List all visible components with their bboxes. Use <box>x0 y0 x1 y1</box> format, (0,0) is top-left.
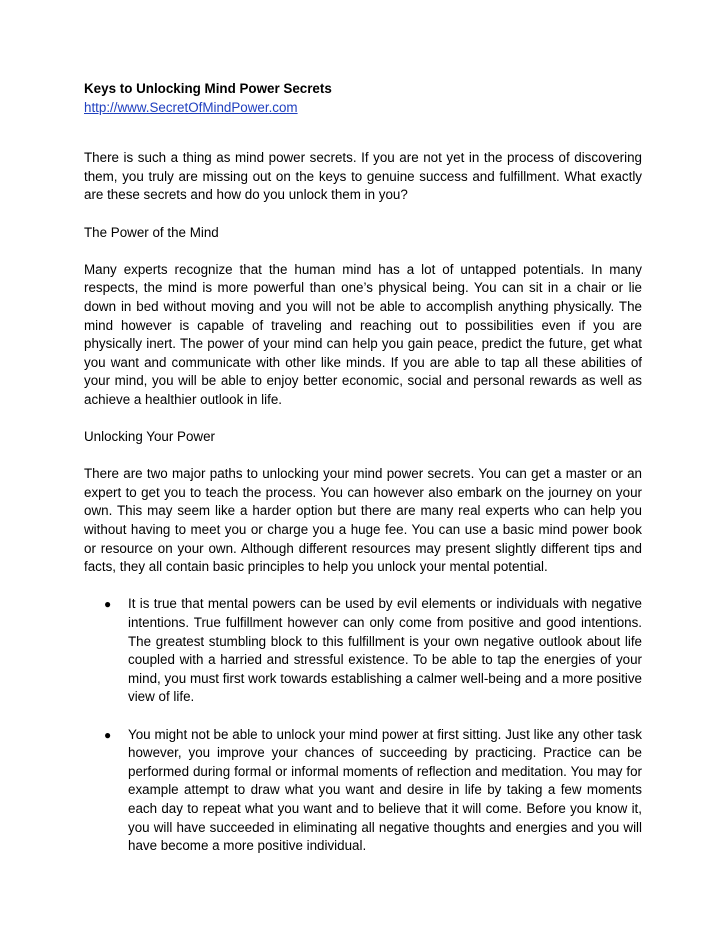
website-link[interactable]: http://www.SecretOfMindPower.com <box>84 99 298 115</box>
bullet-item <box>84 595 642 707</box>
bullet-dot-icon: ● <box>104 597 112 612</box>
bullet-dot-icon: ● <box>104 727 112 742</box>
document-title: Keys to Unlocking Mind Power Secrets <box>84 81 332 96</box>
bullet-text: You might not be able to unlock your mind power at first sitting. Just like any other task however, you improve your chances of succeeding by practicing. Practice can be performed during formal or informal moments of reflection and meditation. You may for example attempt to draw what you want and desire in life by taking a few moments each day to repeat what you want and to believe that it will come. Before you know it, you will have succeeded in eliminating all negative thoughts and energies and you will have become a more positive individual. <box>128 726 642 854</box>
section-heading-power-of-mind: The Power of the Mind <box>84 224 219 240</box>
section-heading-unlocking-power: Unlocking Your Power <box>84 429 216 445</box>
bullet-text: It is true that mental powers can be used by evil elements or individuals with negative intentions. True fulfillment however can only come from positive and good intentions. The greatest stumbling block to this fulfillment is your own negative outlook about life coupled with a harried and stressful existence. To be able to tap the energies of your mind, you must first work towards establishing a calmer well-being and a more positive view of life. <box>128 596 642 705</box>
section-paragraph-power-of-mind: Many experts recognize that the human mind has a lot of untapped potentials. In many respects, the mind is more powerful than one’s physical being. You can sit in a chair or lie down in bed without moving and you will not be able to accomplish anything physically. The mind however is capable of traveling and reaching out to possibilities even if you are physically inert. The power of your mind can help you gain peace, predict the future, get what you want and communicate with other like minds. If you are able to tap all these abilities of your mind, you will be able to enjoy better economic, social and personal rewards as well as achieve a healthier outlook in life. <box>84 261 642 407</box>
section-paragraph-unlocking-power: There are two major paths to unlocking your mind power secrets. You can get a master or an expert to get you to teach the process. You can however also embark on the journey on your own. This may seem like a harder option but there are many real experts who can help you without having to meet you or charge you a huge fee. You can use a basic mind power book or resource on your own. Although different resources may present slightly different tips and facts, they all contain basic principles to help you unlock your mental potential. <box>84 466 642 575</box>
intro-paragraph: There is such a thing as mind power secrets. If you are not yet in the process of discovering them, you truly are missing out on the keys to genuine success and fulfillment. What exactly are these secrets and how do you unlock them in you? <box>84 150 642 203</box>
document-page <box>84 80 642 874</box>
bullet-list <box>84 595 642 855</box>
bullet-item <box>84 726 642 856</box>
